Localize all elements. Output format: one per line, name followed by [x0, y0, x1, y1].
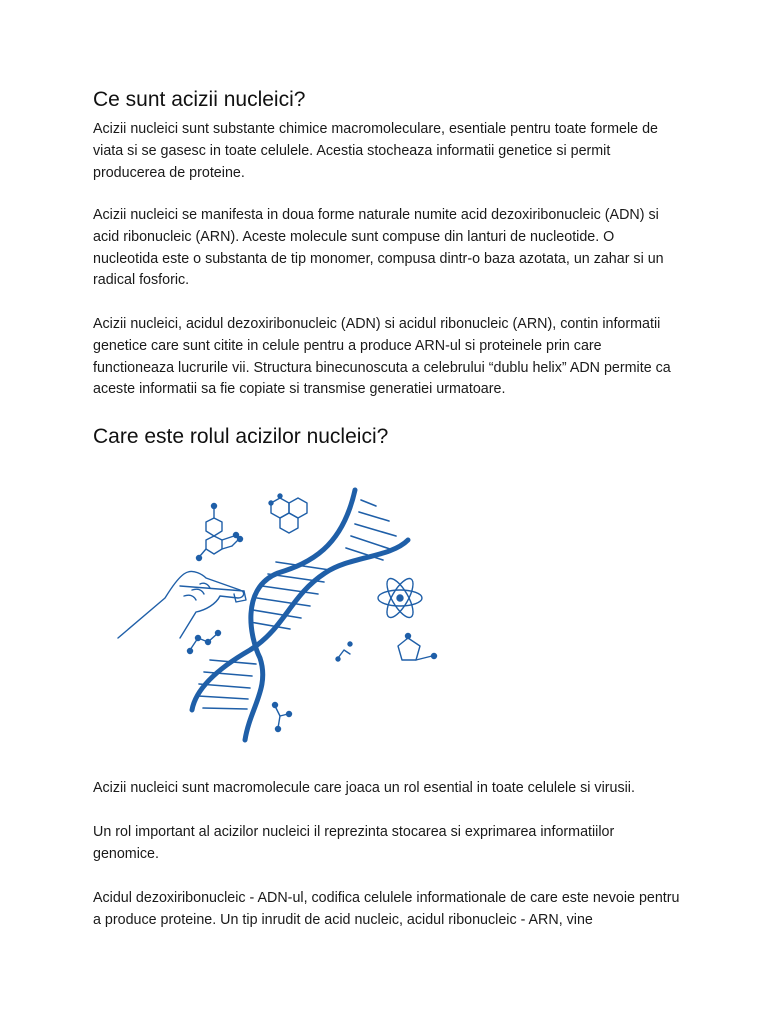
- section-title-what-are: Ce sunt acizii nucleici?: [93, 88, 306, 111]
- paragraph: Acidul dezoxiribonucleic - ADN-ul, codifica celulele informationale de care este nevoie pentru a produce proteine. Un tip inrudit de acid nucleic, acidul ribonucleic - ARN, vine: [93, 890, 680, 928]
- hexagon-cluster-icon: [269, 494, 307, 533]
- paragraph: Acizii nucleici sunt macromolecule care joaca un rol esential in toate celulele si virusii.: [93, 780, 635, 796]
- dna-helix-icon: [110, 478, 450, 748]
- paragraph: Un rol important al acizilor nucleici il reprezinta stocarea si exprimarea informatiilor genomice.: [93, 824, 615, 862]
- paragraph: Acizii nucleici se manifesta in doua forme naturale numite acid dezoxiribonucleic (ADN) si acid ribonucleic (ARN). Aceste molecule sunt compuse din lanturi de nucleotide. O nucleotida este o substanta de tip monomer, compusa dintr-o baza azotata, un zahar si un radical fosforic.: [93, 207, 664, 289]
- atom-icon: [378, 575, 422, 621]
- hand-icon: [118, 571, 246, 638]
- small-molecule-icon: [188, 631, 353, 732]
- molecule-icon: [197, 504, 243, 561]
- paragraph: Acizii nucleici, acidul dezoxiribonucleic (ADN) si acidul ribonucleic (ARN), contin informatii genetice care sunt citite in celule pentru a produce ARN-ul si proteinele prin care functioneaza lucrurile vii. Structura binecunoscuta a celebrului “dublu helix” ADN permite ca aceste informatii sa fie copiate si transmise generatiei urmatoare.: [93, 316, 671, 398]
- dna-rungs: [198, 500, 396, 709]
- pentagon-molecule-icon: [398, 634, 437, 661]
- paragraph: Acizii nucleici sunt substante chimice macromoleculare, esentiale pentru toate formele de viata si se gasesc in toate celulele. Acestia stocheaza informatii genetice si permit producerea de proteine.: [93, 121, 659, 181]
- section-title-role: Care este rolul acizilor nucleici?: [93, 425, 389, 448]
